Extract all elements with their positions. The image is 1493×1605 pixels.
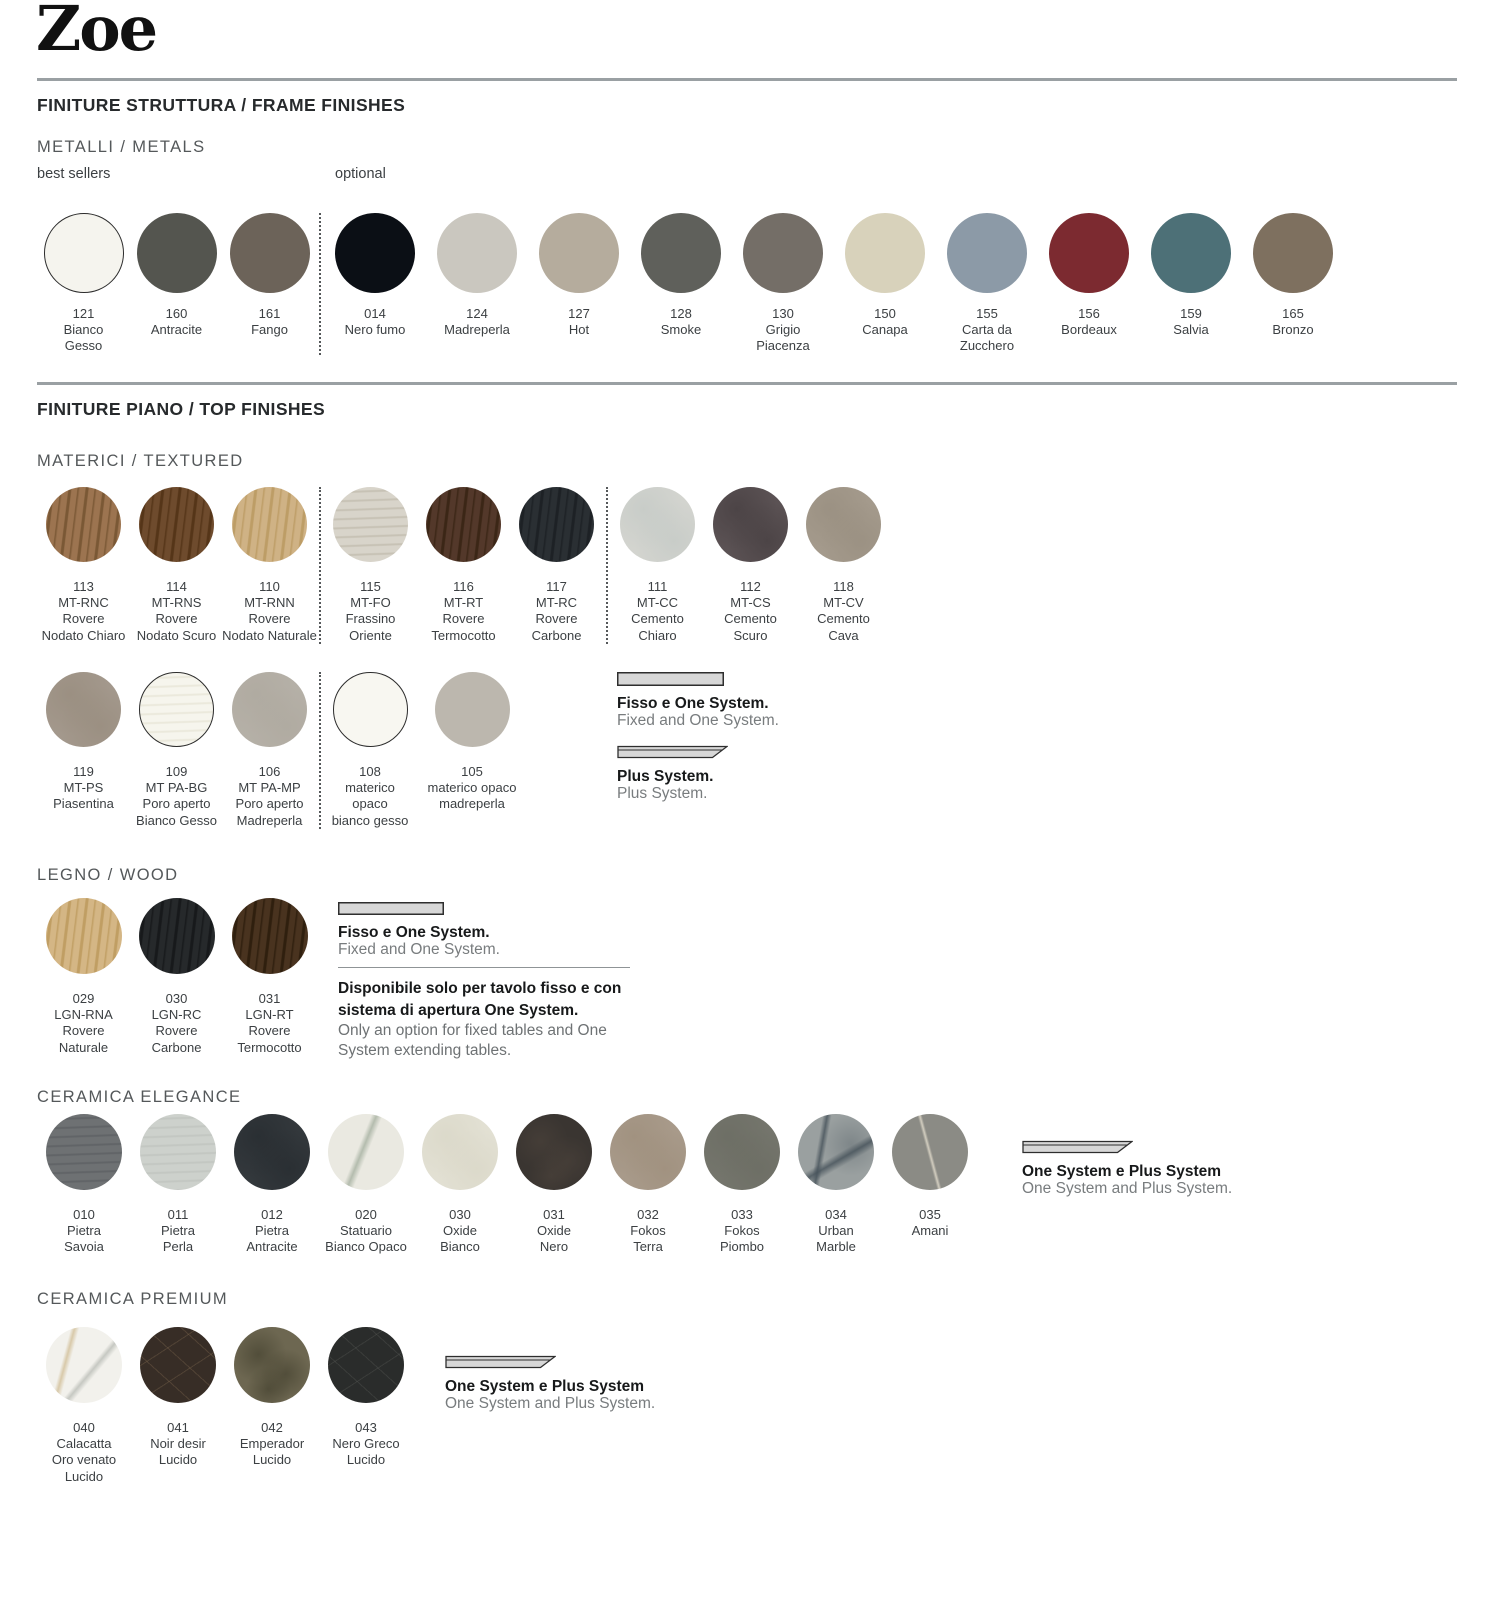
swatch-label: 042 Emperador Lucido xyxy=(239,1420,305,1468)
swatch-029 xyxy=(37,898,130,1056)
finish-sample-116 xyxy=(426,487,501,562)
finish-sample-014 xyxy=(335,213,415,293)
finish-sample-112 xyxy=(713,487,788,562)
swatch-group xyxy=(37,672,316,829)
swatch-116 xyxy=(417,487,510,644)
swatch-011 xyxy=(131,1114,225,1256)
swatch-112 xyxy=(704,487,797,644)
swatch-label: 110 MT-RNN Rovere Nodato Naturale xyxy=(222,579,317,643)
premium-legend-title: One System e Plus System xyxy=(445,1378,645,1395)
swatch-124 xyxy=(426,213,528,355)
swatch-155 xyxy=(936,213,1038,355)
swatch-030 xyxy=(130,898,223,1056)
finish-sample-128 xyxy=(641,213,721,293)
extending-table-top-icon xyxy=(617,743,728,759)
finish-sample-012 xyxy=(234,1114,310,1190)
finish-sample-034 xyxy=(798,1114,874,1190)
swatch-012 xyxy=(225,1114,319,1256)
finish-sample-041 xyxy=(140,1327,216,1403)
finish-sample-042 xyxy=(234,1327,310,1403)
wood-legend xyxy=(338,902,630,1061)
elegance-legend-title: One System e Plus System xyxy=(1022,1163,1222,1180)
swatch-030 xyxy=(413,1114,507,1256)
swatch-label: 109 MT PA-BG Poro aperto Bianco Gesso xyxy=(136,764,217,828)
swatch-109 xyxy=(130,672,223,829)
swatch-031 xyxy=(507,1114,601,1256)
swatch-group xyxy=(324,672,528,829)
textured-heading: MATERICI / TEXTURED xyxy=(37,452,244,470)
swatch-165 xyxy=(1242,213,1344,355)
swatch-group xyxy=(324,487,603,644)
swatch-label: 043 Nero Greco Lucido xyxy=(332,1420,400,1468)
swatch-label: 030 Oxide Bianco xyxy=(440,1207,480,1255)
swatch-042 xyxy=(225,1327,319,1485)
swatch-label: 014 Nero fumo xyxy=(344,306,406,338)
swatch-label: 155 Carta da Zucchero xyxy=(959,306,1015,354)
swatch-156 xyxy=(1038,213,1140,355)
fixed-table-top-icon xyxy=(338,902,444,915)
finish-sample-108 xyxy=(333,672,408,747)
finish-sample-124 xyxy=(437,213,517,293)
swatch-group xyxy=(37,1327,413,1485)
swatch-label: 159 Salvia xyxy=(1173,306,1209,338)
finish-sample-031 xyxy=(232,898,308,974)
finish-sample-020 xyxy=(328,1114,404,1190)
swatch-label: 156 Bordeaux xyxy=(1061,306,1117,338)
wood-fisso-title: Fisso e One System. xyxy=(338,924,490,941)
swatch-group xyxy=(324,213,1344,355)
finish-sample-118 xyxy=(806,487,881,562)
swatch-108 xyxy=(324,672,416,829)
swatch-group xyxy=(37,898,316,1056)
finish-sample-106 xyxy=(232,672,307,747)
swatch-label: 121 Bianco Gesso xyxy=(63,306,104,354)
swatch-043 xyxy=(319,1327,413,1485)
swatch-031 xyxy=(223,898,316,1056)
swatch-040 xyxy=(37,1327,131,1485)
swatch-117 xyxy=(510,487,603,644)
swatch-label: 161 Fango xyxy=(251,306,288,338)
ceramica-premium-row xyxy=(37,1327,413,1485)
swatch-group xyxy=(37,487,316,644)
swatch-label: 115 MT-FO Frassino Oriente xyxy=(345,579,396,643)
swatch-label: 113 MT-RNC Rovere Nodato Chiaro xyxy=(41,579,126,643)
finish-sample-113 xyxy=(46,487,121,562)
swatch-label: 128 Smoke xyxy=(660,306,702,338)
swatch-128 xyxy=(630,213,732,355)
textured-legend xyxy=(617,672,779,802)
finish-sample-035 xyxy=(892,1114,968,1190)
swatch-130 xyxy=(732,213,834,355)
swatch-033 xyxy=(695,1114,789,1256)
best-sellers-label: best sellers xyxy=(37,166,111,182)
swatch-160 xyxy=(130,213,223,355)
finish-sample-031 xyxy=(516,1114,592,1190)
swatch-118 xyxy=(797,487,890,644)
swatch-label: 127 Hot xyxy=(568,306,590,338)
ceramica-elegance-heading: CERAMICA ELEGANCE xyxy=(37,1088,242,1106)
divider-rule-top xyxy=(37,78,1457,81)
plus-legend-subtitle: Plus System. xyxy=(617,785,708,802)
swatch-label: 130 Grigio Piacenza xyxy=(756,306,810,354)
finish-sample-165 xyxy=(1253,213,1333,293)
swatch-115 xyxy=(324,487,417,644)
top-finishes-heading: FINITURE PIANO / TOP FINISHES xyxy=(37,399,326,419)
divider-rule-mid xyxy=(37,382,1457,385)
elegance-legend-subtitle: One System and Plus System. xyxy=(1022,1180,1233,1197)
textured-row-2 xyxy=(37,672,528,829)
swatch-161 xyxy=(223,213,316,355)
swatch-032 xyxy=(601,1114,695,1256)
extending-table-top-icon xyxy=(445,1353,556,1369)
swatch-label: 010 Pietra Savoia xyxy=(64,1207,104,1255)
finish-sample-114 xyxy=(139,487,214,562)
fisso-legend-title: Fisso e One System. xyxy=(617,695,769,712)
swatch-106 xyxy=(223,672,316,829)
textured-row-1 xyxy=(37,487,890,644)
swatch-150 xyxy=(834,213,936,355)
swatch-label: 160 Antracite xyxy=(150,306,203,338)
group-divider xyxy=(319,672,321,829)
swatch-label: 119 MT-PS Piasentina xyxy=(53,764,114,812)
finish-sample-032 xyxy=(610,1114,686,1190)
ceramica-elegance-row xyxy=(37,1114,977,1256)
swatch-label: 150 Canapa xyxy=(862,306,908,338)
finish-sample-130 xyxy=(743,213,823,293)
fisso-legend-subtitle: Fixed and One System. xyxy=(617,712,779,729)
swatch-label: 111 MT-CC Cemento Chiaro xyxy=(631,579,684,643)
swatch-label: 117 MT-RC Rovere Carbone xyxy=(531,579,582,643)
finish-sample-156 xyxy=(1049,213,1129,293)
optional-label: optional xyxy=(335,166,386,182)
finish-sample-160 xyxy=(137,213,217,293)
swatch-label: 011 Pietra Perla xyxy=(161,1207,195,1255)
elegance-legend xyxy=(1022,1138,1232,1197)
finish-sample-150 xyxy=(845,213,925,293)
page-title: Zoe xyxy=(36,0,157,65)
group-divider xyxy=(319,487,321,644)
premium-legend-subtitle: One System and Plus System. xyxy=(445,1395,656,1412)
finish-sample-030 xyxy=(422,1114,498,1190)
metals-heading: METALLI / METALS xyxy=(37,138,206,156)
swatch-label: 031 LGN-RT Rovere Termocotto xyxy=(237,991,302,1055)
finish-sample-161 xyxy=(230,213,310,293)
finish-sample-030 xyxy=(139,898,215,974)
swatch-label: 020 Statuario Bianco Opaco xyxy=(325,1207,407,1255)
swatch-label: 114 MT-RNS Rovere Nodato Scuro xyxy=(136,579,217,643)
finish-sample-010 xyxy=(46,1114,122,1190)
finish-sample-121 xyxy=(44,213,124,293)
plus-legend-title: Plus System. xyxy=(617,768,714,785)
finish-sample-127 xyxy=(539,213,619,293)
swatch-label: 041 Noir desir Lucido xyxy=(150,1420,206,1468)
swatch-label: 118 MT-CV Cemento Cava xyxy=(817,579,870,643)
wood-heading: LEGNO / WOOD xyxy=(37,866,179,884)
swatch-119 xyxy=(37,672,130,829)
swatch-035 xyxy=(883,1114,977,1256)
swatch-label: 030 LGN-RC Rovere Carbone xyxy=(151,991,202,1055)
finish-sample-105 xyxy=(435,672,510,747)
finish-sample-115 xyxy=(333,487,408,562)
swatch-label: 040 Calacatta Oro venato Lucido xyxy=(51,1420,117,1484)
swatch-110 xyxy=(223,487,316,644)
swatch-label: 035 Amani xyxy=(911,1207,949,1239)
wood-fisso-subtitle: Fixed and One System. xyxy=(338,941,500,958)
swatch-label: 105 materico opaco madreperla xyxy=(427,764,517,812)
finish-sample-033 xyxy=(704,1114,780,1190)
swatch-034 xyxy=(789,1114,883,1256)
wood-note-title: Disponibile solo per tavolo fisso e con sistema di apertura One System. xyxy=(338,980,622,1019)
group-divider xyxy=(319,213,321,355)
swatch-label: 106 MT PA-MP Poro aperto Madreperla xyxy=(235,764,304,828)
finish-sample-043 xyxy=(328,1327,404,1403)
finish-sample-029 xyxy=(46,898,122,974)
ceramica-premium-heading: CERAMICA PREMIUM xyxy=(37,1290,229,1308)
finish-sample-011 xyxy=(140,1114,216,1190)
finish-sample-111 xyxy=(620,487,695,562)
extending-table-top-icon xyxy=(1022,1138,1133,1154)
swatch-105 xyxy=(416,672,528,829)
swatch-label: 112 MT-CS Cemento Scuro xyxy=(724,579,777,643)
swatch-label: 031 Oxide Nero xyxy=(537,1207,571,1255)
swatch-label: 032 Fokos Terra xyxy=(630,1207,666,1255)
finish-sample-155 xyxy=(947,213,1027,293)
swatch-group xyxy=(37,1114,977,1256)
swatch-label: 124 Madreperla xyxy=(444,306,510,338)
swatch-010 xyxy=(37,1114,131,1256)
swatch-111 xyxy=(611,487,704,644)
finish-sample-110 xyxy=(232,487,307,562)
finish-sample-117 xyxy=(519,487,594,562)
swatch-label: 029 LGN-RNA Rovere Naturale xyxy=(54,991,113,1055)
swatch-group xyxy=(37,213,316,355)
wood-note-text: Only an option for fixed tables and One System extending tables. xyxy=(338,1022,607,1059)
swatch-014 xyxy=(324,213,426,355)
premium-legend xyxy=(445,1353,655,1412)
swatch-label: 033 Fokos Piombo xyxy=(719,1207,765,1255)
swatch-020 xyxy=(319,1114,413,1256)
fixed-table-top-icon xyxy=(617,672,724,686)
swatch-group xyxy=(611,487,890,644)
swatch-label: 116 MT-RT Rovere Termocotto xyxy=(431,579,496,643)
swatch-label: 034 Urban Marble xyxy=(816,1207,856,1255)
swatch-121 xyxy=(37,213,130,355)
group-divider xyxy=(606,487,608,644)
frame-finishes-heading: FINITURE STRUTTURA / FRAME FINISHES xyxy=(37,95,406,115)
finish-sample-040 xyxy=(46,1327,122,1403)
swatch-127 xyxy=(528,213,630,355)
finish-sample-159 xyxy=(1151,213,1231,293)
wood-swatch-row xyxy=(37,898,316,1056)
swatch-label: 108 materico opaco bianco gesso xyxy=(331,764,409,828)
swatch-114 xyxy=(130,487,223,644)
wood-legend-divider xyxy=(338,967,630,968)
swatch-label: 165 Bronzo xyxy=(1272,306,1314,338)
swatch-159 xyxy=(1140,213,1242,355)
swatch-label: 012 Pietra Antracite xyxy=(246,1207,298,1255)
finish-sample-119 xyxy=(46,672,121,747)
metals-swatch-row xyxy=(37,213,1344,355)
finish-sample-109 xyxy=(139,672,214,747)
swatch-113 xyxy=(37,487,130,644)
swatch-041 xyxy=(131,1327,225,1485)
